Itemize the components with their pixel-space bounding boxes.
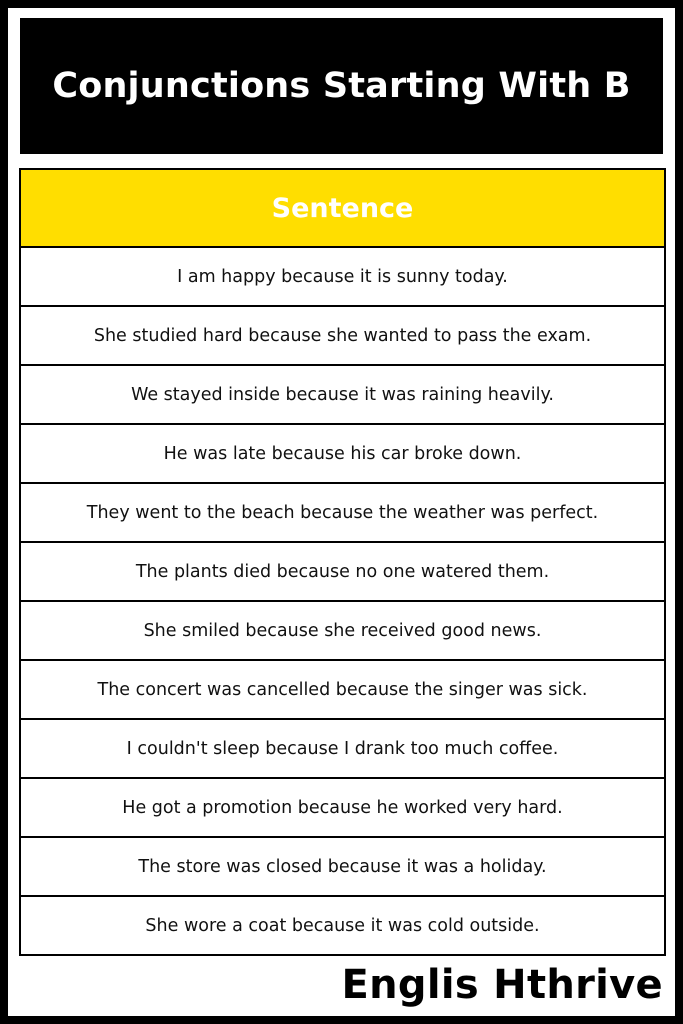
table-row: I am happy because it is sunny today. — [21, 248, 664, 307]
table-row: He got a promotion because he worked very hard. — [21, 779, 664, 838]
table-row: He was late because his car broke down. — [21, 425, 664, 484]
page-title: Conjunctions Starting With B — [52, 66, 631, 106]
table-row: She smiled because she received good news. — [21, 602, 664, 661]
table-row: The store was closed because it was a holiday. — [21, 838, 664, 897]
table-row: We stayed inside because it was raining heavily. — [21, 366, 664, 425]
sentence-table — [19, 168, 666, 956]
table-header — [21, 170, 664, 248]
table-row: They went to the beach because the weather was perfect. — [21, 484, 664, 543]
brand-watermark: Englis Hthrive — [341, 962, 663, 1008]
table-row: The concert was cancelled because the singer was sick. — [21, 661, 664, 720]
table-row: I couldn't sleep because I drank too much coffee. — [21, 720, 664, 779]
table-header-label: Sentence — [271, 192, 414, 224]
table-row: The plants died because no one watered them. — [21, 543, 664, 602]
table-row: She studied hard because she wanted to pass the exam. — [21, 307, 664, 366]
table-row: She wore a coat because it was cold outside. — [145, 915, 540, 936]
title-banner — [20, 18, 663, 154]
page-frame — [8, 8, 675, 1016]
